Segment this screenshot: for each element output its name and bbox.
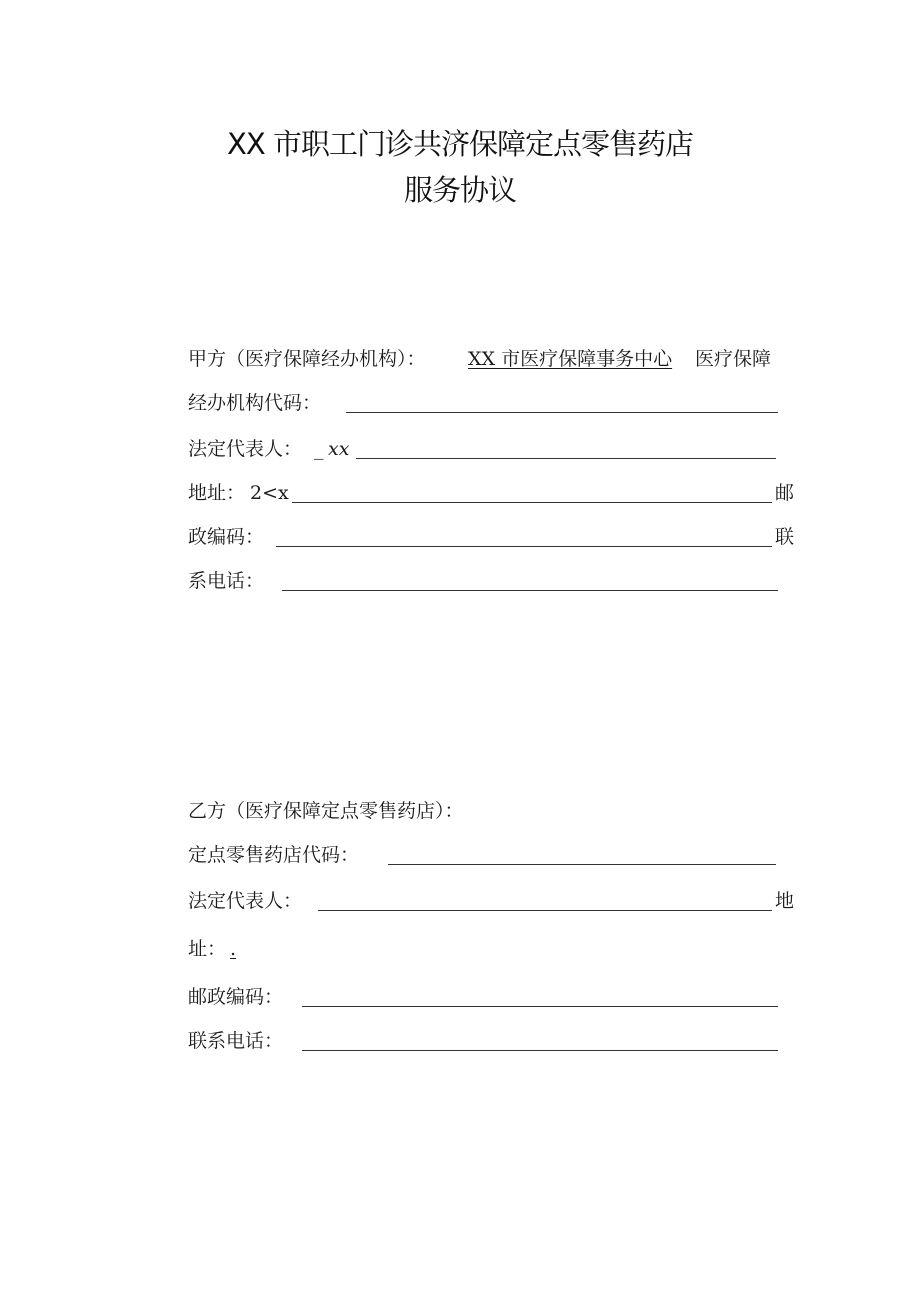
party-a-legal-rep-blank[interactable] [356,458,776,459]
party-b-postal-blank[interactable] [302,1006,778,1007]
party-a-phone-label-start: 联 [775,526,795,548]
party-b-label: 乙方（医疗保障定点零售药店）： [188,800,464,822]
party-b-phone-blank[interactable] [302,1050,778,1051]
party-a-postal-blank[interactable] [276,546,772,547]
party-a-phone-label: 系电话： [188,570,265,592]
party-b-name-row [188,796,798,826]
party-a-code-row [188,388,798,418]
party-a-name: XX 市医疗保障事务中心 [468,348,673,370]
party-b-phone-row [188,1026,798,1056]
party-b-postal-label: 邮政编码： [188,986,284,1008]
party-a-label: 甲方（医疗保障经办机构）： [188,348,426,370]
party-a-phone-blank[interactable] [282,590,778,591]
party-a-phone-row [188,566,798,596]
party-a-code-blank[interactable] [346,412,778,413]
party-b-code-row [188,840,798,870]
party-a-code-label: 经办机构代码： [188,392,322,414]
party-a-address-label: 地址： [188,482,246,504]
party-b-code-blank[interactable] [388,864,776,865]
party-b-code-label: 定点零售药店代码： [188,844,360,866]
party-b-postal-row [188,982,798,1012]
party-b-address-label-start: 地 [775,890,795,912]
party-a-legal-rep-value: xx [328,438,350,460]
party-a-name-row [188,344,798,374]
party-a-postal-label: 政编码： [188,526,265,548]
party-b-address-row [188,934,798,964]
party-a-postal-label-start: 邮 [775,482,795,504]
party-b-legal-rep-row [188,886,798,916]
party-b-legal-rep-label: 法定代表人： [188,890,303,912]
party-a-postal-row [188,522,798,552]
party-b-address-label: 址： [188,938,227,960]
party-b-address-value: . [230,938,237,960]
party-a-address-value: 2<x [250,482,289,504]
party-a-legal-rep-row [188,434,798,464]
party-b-legal-rep-blank[interactable] [318,910,772,911]
document-title-line-2: 服务协议 [403,173,516,207]
document-title-line-1: XX 市职工门诊共济保障定点零售药店 [227,127,693,161]
party-a-legal-rep-prefix: _ [314,438,324,460]
party-a-address-blank[interactable] [292,502,772,503]
party-a-code-label-start: 医疗保障 [695,348,772,370]
party-a-legal-rep-label: 法定代表人： [188,438,303,460]
party-a-address-row [188,478,798,508]
party-b-phone-label: 联系电话： [188,1030,284,1052]
